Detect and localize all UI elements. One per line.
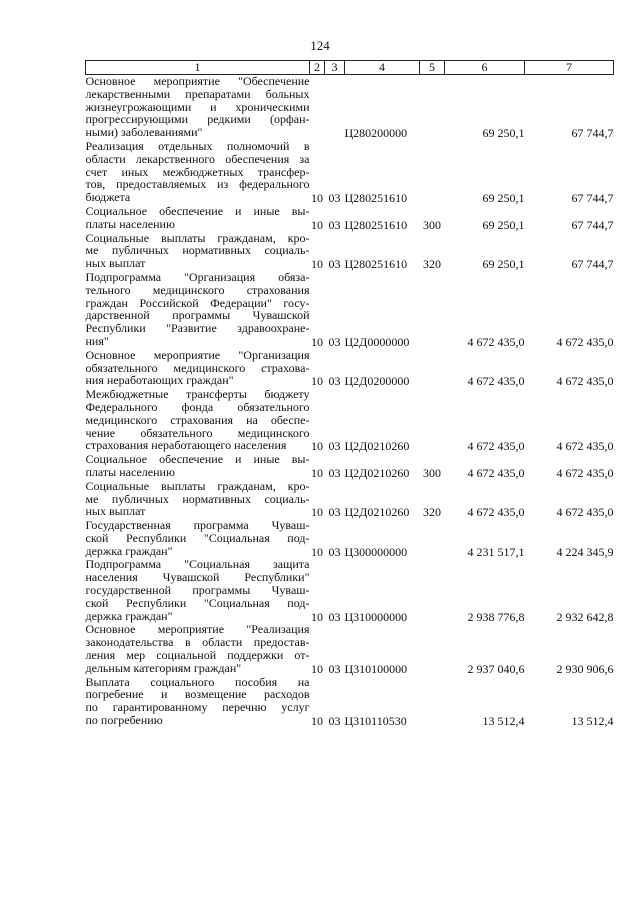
description-line: дельным категориям граждан"	[85, 660, 242, 675]
description-line: Социальное обеспечение и иные вы-	[85, 452, 310, 467]
amount-col-6: 4 672 435,0	[467, 465, 525, 480]
subsection-code: 03	[328, 374, 341, 389]
section-code: 10	[311, 661, 323, 676]
row-description	[86, 75, 310, 140]
row-description	[86, 140, 310, 205]
description-line: ных выплат	[85, 256, 146, 271]
budget-table	[85, 60, 614, 728]
table-row	[86, 623, 614, 675]
header-col-2: 2	[310, 61, 325, 75]
description-line: тов, предоставляемых из федерального	[85, 177, 310, 192]
amount-col-6: 69 250,1	[482, 191, 525, 206]
target-article-code: Ц2Д0210260	[344, 465, 410, 480]
description-line: платы населению	[85, 464, 175, 479]
amount-col-6: 4 231 517,1	[467, 544, 525, 559]
target-article-code: Ц300000000	[344, 544, 408, 559]
description-line: Социальные выплаты гражданам, кро-	[85, 230, 310, 245]
amount-col-7: 4 672 435,0	[556, 439, 614, 454]
subsection-code: 03	[328, 257, 341, 272]
description-line: Государственная программа Чуваш-	[85, 518, 310, 533]
target-article-code: Ц280200000	[344, 126, 408, 141]
description-line: прогрессирующими редкими (орфан-	[85, 112, 310, 127]
description-line: чение обязательного медицинского	[85, 425, 310, 440]
amount-col-6: 69 250,1	[482, 126, 525, 141]
amount-col-7: 13 512,4	[571, 714, 614, 729]
amount-col-6: 4 672 435,0	[467, 374, 525, 389]
table-row	[86, 453, 614, 480]
target-article-code: Ц310110530	[344, 714, 407, 729]
header-col-7: 7	[525, 61, 614, 75]
amount-col-7: 4 224 345,9	[556, 544, 614, 559]
amount-col-7: 4 672 435,0	[556, 374, 614, 389]
expense-type-code: 300	[423, 465, 441, 480]
page-number: 124	[310, 38, 330, 53]
amount-col-7: 2 932 642,8	[556, 609, 614, 624]
row-description	[86, 453, 310, 480]
section-code	[310, 75, 325, 140]
subsection-code: 03	[328, 439, 341, 454]
table-row	[86, 271, 614, 349]
expense-type-code	[420, 140, 445, 205]
target-article-code: Ц2Д0000000	[344, 334, 410, 349]
section-code: 10	[311, 465, 323, 480]
row-description	[86, 558, 310, 623]
subsection-code	[325, 75, 345, 140]
row-description	[86, 232, 310, 271]
description-line: по погребению	[85, 713, 163, 728]
row-description	[86, 480, 310, 519]
description-line: Федерального фонда обязательного	[85, 399, 310, 414]
description-line: бюджета	[85, 190, 131, 205]
table-row	[86, 140, 614, 205]
subsection-code: 03	[328, 217, 341, 232]
table-row	[86, 388, 614, 453]
expense-type-code: 300	[423, 217, 441, 232]
section-code: 10	[311, 505, 323, 520]
target-article-code: Ц310000000	[344, 609, 408, 624]
expense-type-code	[420, 75, 445, 140]
description-line: тельного медицинского страхования	[85, 282, 310, 297]
amount-col-6: 4 672 435,0	[467, 439, 525, 454]
target-article-code: Ц310100000	[344, 661, 408, 676]
description-line: обязательного медицинского страхова-	[85, 360, 310, 375]
amount-col-6: 13 512,4	[482, 714, 525, 729]
description-line: жизнеугрожающими и хроническими	[85, 99, 310, 114]
table-row	[86, 480, 614, 519]
section-code: 10	[311, 334, 323, 349]
description-line: лекарственными препаратами больных	[85, 86, 310, 101]
section-code: 10	[311, 439, 323, 454]
row-description	[86, 388, 310, 453]
row-description	[86, 519, 310, 558]
section-code: 10	[311, 217, 323, 232]
table-row	[86, 75, 614, 140]
description-line: ской Республики "Социальная под-	[85, 595, 310, 610]
description-line: Республики "Развитие здравоохране-	[85, 321, 310, 336]
description-line: государственной программы Чуваш-	[85, 583, 310, 598]
amount-col-6: 69 250,1	[482, 217, 525, 232]
description-line: области лекарственного обеспечения за	[85, 151, 310, 166]
row-description	[86, 205, 310, 232]
section-code: 10	[311, 609, 323, 624]
description-line: Основное мероприятие "Реализация	[85, 622, 310, 637]
subsection-code: 03	[328, 505, 341, 520]
description-line: законодательства в области предостав-	[85, 635, 310, 650]
description-line: Подпрограмма "Организация обяза-	[85, 269, 310, 284]
expense-type-code	[420, 558, 445, 623]
row-description	[86, 349, 310, 388]
description-line: ления мер социальной поддержки от-	[85, 648, 310, 663]
expense-type-code	[420, 676, 445, 728]
description-line: ме публичных нормативных социаль-	[85, 243, 310, 258]
description-line: ния"	[85, 333, 109, 348]
table-row	[86, 558, 614, 623]
amount-col-6: 69 250,1	[482, 257, 525, 272]
description-line: медицинского страхования на обеспе-	[85, 412, 310, 427]
target-article-code: Ц280251610	[344, 217, 408, 232]
expense-type-code	[420, 623, 445, 675]
description-line: держка граждан"	[85, 608, 173, 623]
description-line: погребение и возмещение расходов	[85, 687, 310, 702]
expense-type-code	[420, 271, 445, 349]
amount-col-6: 2 937 040,6	[467, 661, 525, 676]
description-line: платы населению	[85, 216, 175, 231]
description-line: ской Республики "Социальная под-	[85, 530, 310, 545]
target-article-code: Ц2Д0210260	[344, 439, 410, 454]
table-body	[86, 75, 614, 728]
amount-col-6: 4 672 435,0	[467, 505, 525, 520]
header-col-4: 4	[345, 61, 420, 75]
amount-col-7: 67 744,7	[571, 257, 614, 272]
amount-col-7: 67 744,7	[571, 217, 614, 232]
section-code: 10	[311, 257, 323, 272]
header-col-3: 3	[325, 61, 345, 75]
description-line: ме публичных нормативных социаль-	[85, 491, 310, 506]
row-description	[86, 676, 310, 728]
table-row	[86, 205, 614, 232]
subsection-code: 03	[328, 609, 341, 624]
amount-col-7: 67 744,7	[571, 191, 614, 206]
description-line: страхования неработающего населения	[85, 438, 287, 453]
subsection-code: 03	[328, 465, 341, 480]
amount-col-7: 4 672 435,0	[556, 465, 614, 480]
expense-type-code	[420, 349, 445, 388]
description-line: Межбюджетные трансферты бюджету	[85, 387, 310, 402]
description-line: населения Чувашской Республики"	[85, 570, 310, 585]
section-code: 10	[311, 544, 323, 559]
subsection-code: 03	[328, 544, 341, 559]
expense-type-code	[420, 519, 445, 558]
description-line: Основное мероприятие "Организация	[85, 347, 310, 362]
table-header	[86, 61, 614, 75]
section-code: 10	[311, 374, 323, 389]
target-article-code: Ц2Д0210260	[344, 505, 410, 520]
subsection-code: 03	[328, 714, 341, 729]
description-line: ных выплат	[85, 504, 146, 519]
description-line: счет иных межбюджетных трансфер-	[85, 164, 310, 179]
description-line: Социальные выплаты гражданам, кро-	[85, 478, 310, 493]
row-description	[86, 271, 310, 349]
section-code: 10	[311, 714, 323, 729]
subsection-code: 03	[328, 191, 341, 206]
header-col-5: 5	[420, 61, 445, 75]
description-line: Выплата социального пособия на	[85, 674, 310, 689]
amount-col-6: 4 672 435,0	[467, 334, 525, 349]
description-line: держка граждан"	[85, 543, 173, 558]
description-line: ными) заболеваниями"	[85, 125, 203, 140]
table-row	[86, 676, 614, 728]
amount-col-7: 2 930 906,6	[556, 661, 614, 676]
section-code: 10	[311, 191, 323, 206]
description-line: дарственной программы Чувашской	[85, 308, 310, 323]
description-line: по гарантированному перечню услуг	[85, 700, 310, 715]
target-article-code: Ц280251610	[344, 191, 408, 206]
subsection-code: 03	[328, 334, 341, 349]
description-line: ния неработающих граждан"	[85, 373, 234, 388]
description-line: Подпрограмма "Социальная защита	[85, 557, 310, 572]
amount-col-6: 2 938 776,8	[467, 609, 525, 624]
description-line: Основное мероприятие "Обеспечение	[85, 74, 310, 88]
description-line: граждан Российской Федерации" госу-	[85, 295, 310, 310]
amount-col-7: 67 744,7	[571, 126, 614, 141]
target-article-code: Ц2Д0200000	[344, 374, 410, 389]
target-article-code: Ц280251610	[344, 257, 408, 272]
expense-type-code: 320	[423, 257, 441, 272]
table-row	[86, 349, 614, 388]
amount-col-7: 4 672 435,0	[556, 334, 614, 349]
header-col-6: 6	[445, 61, 525, 75]
expense-type-code: 320	[423, 505, 441, 520]
description-line: Реализация отдельных полномочий в	[85, 138, 310, 153]
table-row	[86, 232, 614, 271]
expense-type-code	[420, 388, 445, 453]
row-description	[86, 623, 310, 675]
table-row	[86, 519, 614, 558]
header-col-1: 1	[86, 61, 310, 75]
description-line: Социальное обеспечение и иные вы-	[85, 203, 310, 218]
subsection-code: 03	[328, 661, 341, 676]
amount-col-7: 4 672 435,0	[556, 505, 614, 520]
